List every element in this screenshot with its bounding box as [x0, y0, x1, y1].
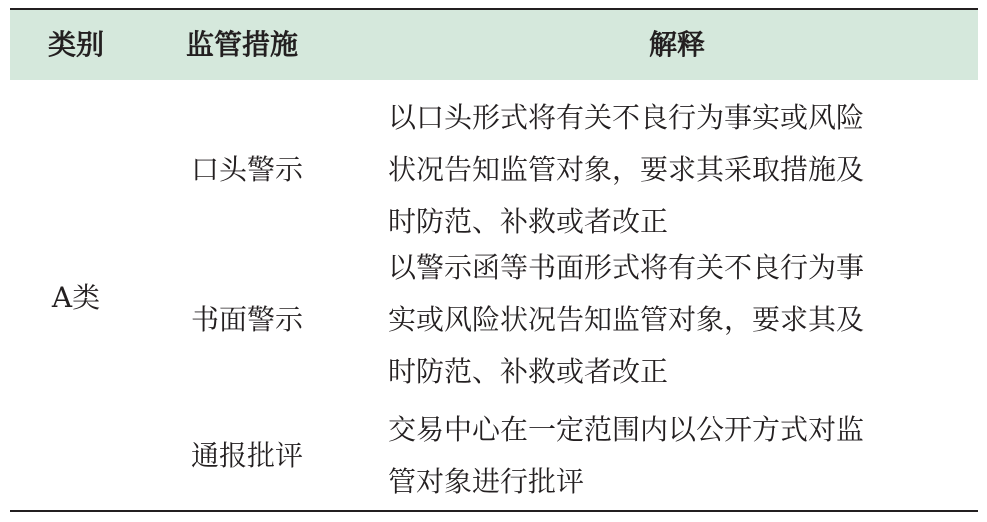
- description-cell-row-3: [388, 404, 978, 508]
- bottom-rule: [10, 510, 978, 512]
- supervision-measures-table: [10, 8, 978, 512]
- description-line: 状况告知监管对象，要求其采取措施及: [388, 153, 865, 186]
- description-line: 时防范、补救或者改正: [388, 355, 669, 388]
- description-line: 以警示函等书面形式将有关不良行为事: [388, 251, 865, 284]
- measure-cell-row-3: 通报批评: [190, 439, 303, 472]
- header-measure: 监管措施: [185, 28, 298, 61]
- description-line: 管对象进行批评: [388, 465, 585, 498]
- header-category: 类别: [47, 28, 104, 61]
- description-cell-row-2: [388, 242, 978, 398]
- table-header: [10, 10, 978, 80]
- category-cell: A类: [51, 281, 101, 314]
- description-line: 交易中心在一定范围内以公开方式对监: [388, 413, 865, 446]
- header-description: 解释: [648, 28, 705, 61]
- description-line: 以口头形式将有关不良行为事实或风险: [388, 101, 865, 134]
- description-line: 时防范、补救或者改正: [388, 205, 669, 238]
- measure-cell-row-1: 口头警示: [190, 153, 303, 186]
- measure-cell-row-2: 书面警示: [190, 303, 303, 336]
- description-line: 实或风险状况告知监管对象，要求其及: [388, 303, 865, 336]
- description-cell-row-1: [388, 92, 978, 248]
